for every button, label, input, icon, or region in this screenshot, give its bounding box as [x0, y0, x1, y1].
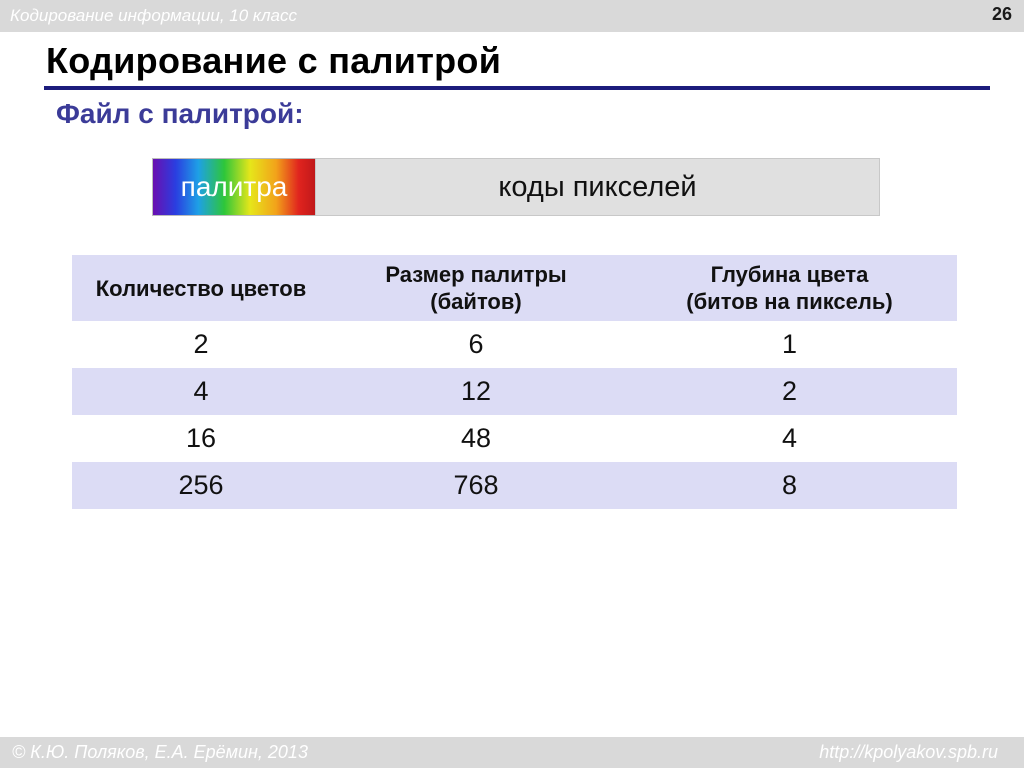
header-color-depth-line2: (битов на пиксель) [686, 289, 893, 314]
title-divider [44, 86, 990, 90]
course-title: Кодирование информации, 10 класс [10, 6, 297, 25]
cell-colors: 16 [185, 423, 217, 453]
header-palette-size-line1: Размер палитры [385, 262, 567, 287]
table-row [72, 321, 957, 368]
header-colors [72, 255, 330, 321]
cell-palette-size: 12 [330, 368, 622, 415]
pixel-codes-label: коды пикселей [498, 170, 697, 203]
cell-palette-size: 6 [468, 329, 484, 359]
header-color-depth-line1: Глубина цвета [710, 262, 869, 287]
table-header-row [72, 255, 957, 321]
cell-colors: 256 [72, 462, 330, 509]
header-palette-size-line2: (байтов) [430, 289, 522, 314]
table-row [72, 462, 957, 509]
footer-bar [0, 737, 1024, 768]
cell-colors: 4 [72, 368, 330, 415]
slide-title: Кодирование с палитрой [46, 40, 502, 81]
cell-color-depth: 8 [622, 462, 957, 509]
cell-color-depth: 4 [781, 423, 798, 453]
pixel-codes-block [315, 158, 880, 216]
table-row [72, 415, 957, 462]
header-bar [0, 0, 1024, 32]
palette-table [72, 255, 957, 509]
header-color-depth [622, 255, 957, 321]
page-number: 26 [991, 4, 1012, 24]
cell-colors: 2 [193, 329, 209, 359]
cell-palette-size: 768 [330, 462, 622, 509]
file-structure-diagram [152, 158, 880, 216]
cell-color-depth: 2 [622, 368, 957, 415]
palette-label: палитра [180, 171, 288, 202]
footer-url-link[interactable]: http://kpolyakov.spb.ru [819, 742, 998, 762]
header-colors-label: Количество цветов [95, 275, 307, 301]
slide-subtitle: Файл с палитрой: [56, 98, 304, 129]
header-palette-size [330, 255, 622, 321]
cell-color-depth: 1 [781, 329, 798, 359]
footer-author: © К.Ю. Поляков, Е.А. Ерёмин, 2013 [12, 742, 308, 762]
table-row [72, 368, 957, 415]
palette-block [152, 158, 315, 216]
cell-palette-size: 48 [460, 423, 492, 453]
